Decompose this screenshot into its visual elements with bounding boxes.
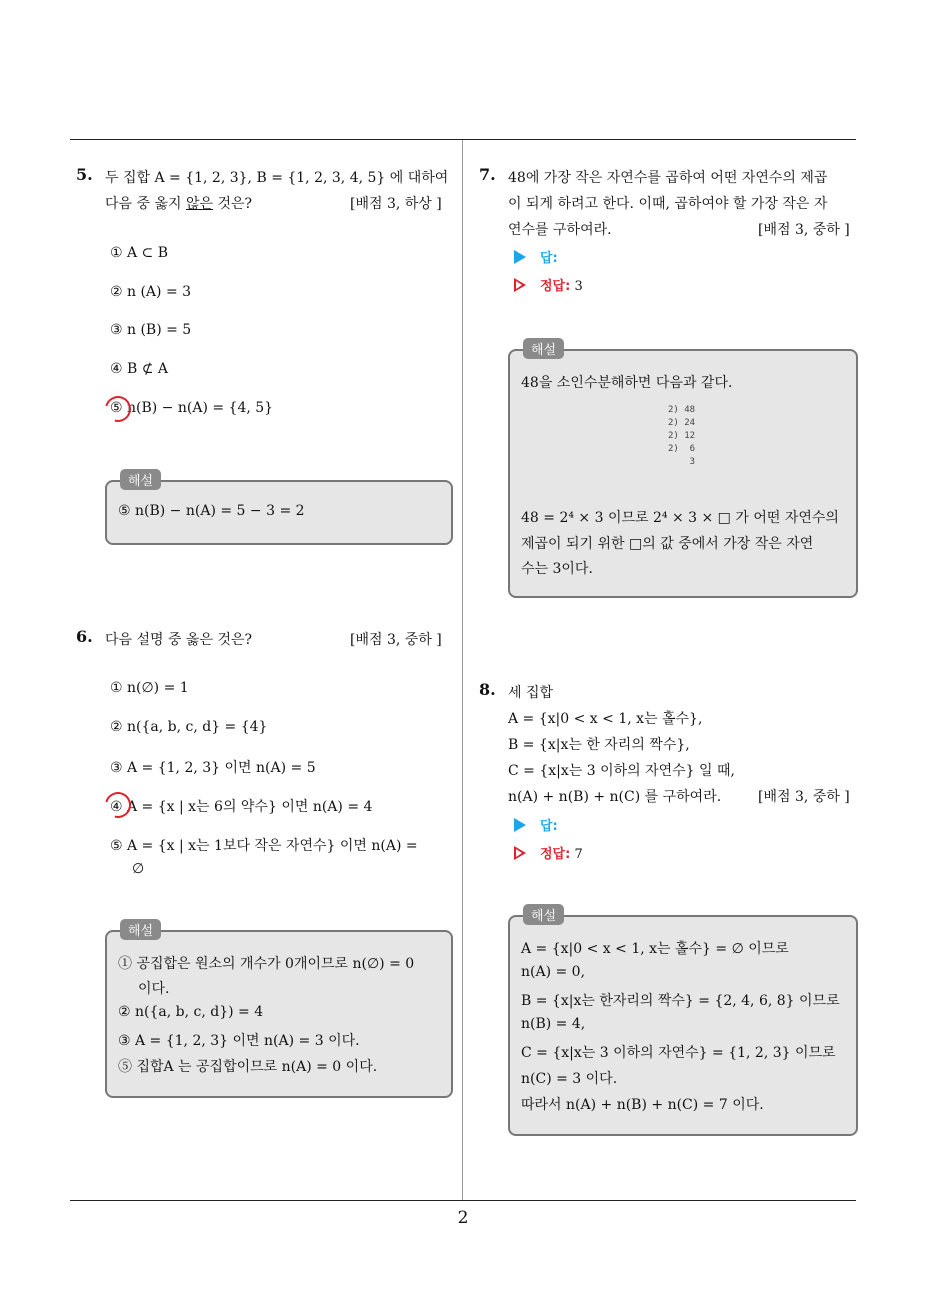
solution-line: n(A) = 0, xyxy=(521,964,586,980)
score-meta: [배점 3, 중하 ] xyxy=(758,789,850,805)
question-text: C = {x|x는 3 이하의 자연수} 일 때, xyxy=(508,763,735,779)
option-2[interactable]: ② n({a, b, c, d} = {4} xyxy=(110,719,268,735)
answer-field[interactable] xyxy=(514,815,558,834)
solution-line: A = {x|0 < x < 1, x는 홀수} = ∅ 이므로 xyxy=(521,941,789,957)
correct-answer xyxy=(514,275,583,294)
option-4[interactable]: ④ B ⊄ A xyxy=(110,361,169,377)
question-text: 이 되게 하려고 한다. 이때, 곱하여야 할 가장 작은 자 xyxy=(508,196,828,212)
correct-label: 정답: xyxy=(540,847,571,862)
play-icon xyxy=(514,250,526,264)
division-row: 2) 12 xyxy=(668,431,696,441)
play-outline-icon xyxy=(514,846,526,860)
solution-tag: 해설 xyxy=(523,904,564,925)
correct-value: 3 xyxy=(574,279,583,294)
answer-label: 답: xyxy=(540,251,558,266)
question-text: 48에 가장 작은 자연수를 곱하여 어떤 자연수의 제곱 xyxy=(508,170,828,186)
answer-mark-icon xyxy=(100,787,136,823)
play-outline-icon xyxy=(514,278,526,292)
option-1[interactable]: ① A ⊂ B xyxy=(110,245,169,261)
option-4[interactable]: ④ A = {x | x는 6의 약수} 이면 n(A) = 4 xyxy=(110,799,373,815)
question-number: 5. xyxy=(76,165,93,184)
correct-answer xyxy=(514,843,583,862)
solution-line: 48을 소인수분해하면 다음과 같다. xyxy=(521,375,733,391)
bottom-rule xyxy=(70,1200,856,1201)
solution-tag: 해설 xyxy=(523,338,564,359)
question-number: 6. xyxy=(76,627,93,646)
solution-line: n(C) = 3 이다. xyxy=(521,1071,618,1087)
option-2[interactable]: ② n (A) = 3 xyxy=(110,284,192,300)
solution-tag: 해설 xyxy=(120,469,161,490)
solution-line: ② n({a, b, c, d}) = 4 xyxy=(118,1004,264,1020)
answer-mark-icon xyxy=(100,391,136,427)
question-number: 7. xyxy=(479,165,496,184)
question-text: 세 집합 xyxy=(508,685,554,701)
division-row: 2) 24 xyxy=(668,418,696,428)
option-1[interactable]: ① n(∅) = 1 xyxy=(110,680,189,696)
question-text: 두 집합 A = {1, 2, 3}, B = {1, 2, 3, 4, 5} 에 대하여 xyxy=(105,170,449,186)
solution-line: C = {x|x는 3 이하의 자연수} = {1, 2, 3} 이므로 xyxy=(521,1045,836,1061)
option-5-continued: ∅ xyxy=(132,861,145,877)
solution-line: 48 = 2⁴ × 3 이므로 2⁴ × 3 × □ 가 어떤 자연수의 xyxy=(521,510,839,526)
correct-label: 정답: xyxy=(540,279,571,294)
top-rule xyxy=(70,139,856,140)
page-number: 2 xyxy=(457,1208,469,1228)
option-5[interactable]: ⑤ A = {x | x는 1보다 작은 자연수} 이면 n(A) = xyxy=(110,838,418,854)
answer-label: 답: xyxy=(540,819,558,834)
score-meta: [배점 3, 중하 ] xyxy=(350,632,442,648)
question-text: 연수를 구하여라. xyxy=(508,222,612,238)
score-meta: [배점 3, 중하 ] xyxy=(758,222,850,238)
question-text: A = {x|0 < x < 1, x는 홀수}, xyxy=(508,711,703,727)
column-divider xyxy=(462,140,463,1201)
solution-line: ⑤ 집합A 는 공집합이므로 n(A) = 0 이다. xyxy=(118,1059,378,1075)
play-icon xyxy=(514,818,526,832)
option-3[interactable]: ③ A = {1, 2, 3} 이면 n(A) = 5 xyxy=(110,760,316,776)
option-5[interactable]: ⑤ n(B) − n(A) = {4, 5} xyxy=(110,400,274,416)
division-row: 3 xyxy=(668,457,696,467)
solution-line: ③ A = {1, 2, 3} 이면 n(A) = 3 이다. xyxy=(118,1033,360,1049)
score-meta: [배점 3, 하상 ] xyxy=(350,196,442,212)
division-row: 2) 48 xyxy=(668,405,696,415)
solution-tag: 해설 xyxy=(120,919,161,940)
solution-line: 이다. xyxy=(138,981,170,997)
question-text: 다음 설명 중 옳은 것은? xyxy=(105,632,253,648)
question-text: 다음 중 옳지 않은 것은? xyxy=(105,196,253,212)
question-text: n(A) + n(B) + n(C) 를 구하여라. xyxy=(508,789,722,805)
solution-line: 수는 3이다. xyxy=(521,561,593,577)
solution-line: 제곱이 되기 위한 □의 값 중에서 가장 작은 자연 xyxy=(521,536,814,552)
question-text: B = {x|x는 한 자리의 짝수}, xyxy=(508,737,690,753)
factorization-table xyxy=(668,404,695,469)
solution-line: n(B) = 4, xyxy=(521,1016,586,1032)
solution-line: 따라서 n(A) + n(B) + n(C) = 7 이다. xyxy=(521,1097,764,1113)
question-number: 8. xyxy=(479,680,496,699)
division-row: 2) 6 xyxy=(668,444,696,454)
correct-value: 7 xyxy=(574,847,583,862)
solution-line: ① 공집합은 원소의 개수가 0개이므로 n(∅) = 0 xyxy=(118,956,415,972)
answer-field[interactable] xyxy=(514,247,558,266)
option-3[interactable]: ③ n (B) = 5 xyxy=(110,322,192,338)
solution-line: ⑤ n(B) − n(A) = 5 − 3 = 2 xyxy=(118,503,305,519)
solution-line: B = {x|x는 한자리의 짝수} = {2, 4, 6, 8} 이므로 xyxy=(521,993,840,1009)
